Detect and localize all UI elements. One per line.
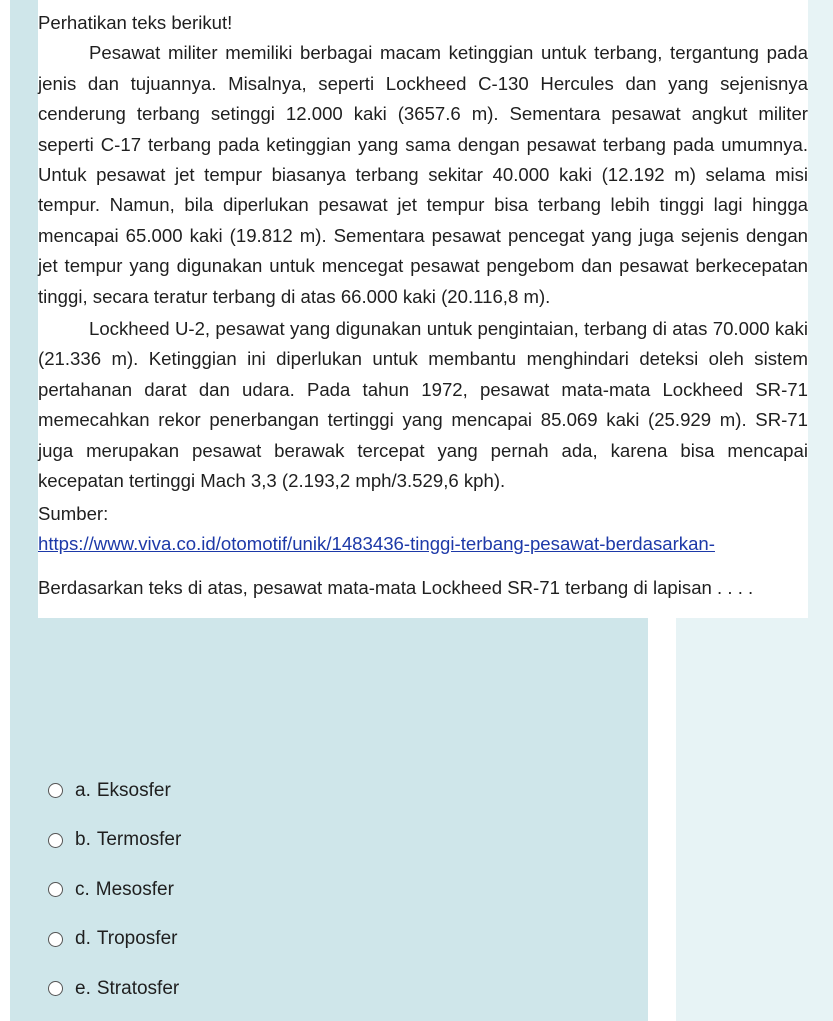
- option-letter: b.: [75, 829, 91, 851]
- option-label: Termosfer: [96, 829, 182, 851]
- source-label: Sumber:: [38, 502, 109, 524]
- option-label: Stratosfer: [96, 977, 180, 999]
- instruction-heading: Perhatikan teks berikut!: [38, 12, 233, 33]
- source-link[interactable]: https://www.viva.co.id/otomotif/unik/1483436-tinggi-terbang-pesawat-berdasarkan-: [38, 532, 715, 554]
- answer-options: [48, 766, 608, 1014]
- option-label: Eksosfer: [96, 779, 171, 801]
- radio-button-a[interactable]: [48, 783, 63, 798]
- option-d[interactable]: [48, 915, 608, 965]
- passage-paragraph-2: Lockheed U-2, pesawat yang digunakan untuk pengintaian, terbang di atas 70.000 kaki (21.336 m). Ketinggian ini diperlukan untuk membantu menghindari deteksi oleh sistem pertahanan darat dan udara. Pada tahun 1972, pesawat mata-mata Lockheed SR-71 memecahkan rekor penerbangan tertinggi yang mencapai 85.069 kaki (25.929 m). SR-71 juga merupakan pesawat berawak tercepat yang pernah ada, karena bisa mencapai kecepatan tertinggi Mach 3,3 (2.193,2 mph/3.529,6 kph).: [38, 318, 808, 492]
- option-letter: a.: [75, 779, 91, 801]
- option-a[interactable]: [48, 766, 608, 816]
- question-text: Berdasarkan teks di atas, pesawat mata-mata Lockheed SR-71 terbang di lapisan . . . .: [38, 577, 754, 599]
- option-b[interactable]: [48, 816, 608, 866]
- radio-button-c[interactable]: [48, 882, 63, 897]
- option-label: Troposfer: [96, 928, 178, 950]
- option-letter: e.: [75, 977, 91, 999]
- option-letter: d.: [75, 928, 91, 950]
- option-e[interactable]: [48, 964, 608, 1014]
- radio-button-e[interactable]: [48, 981, 63, 996]
- option-c[interactable]: [48, 865, 608, 915]
- option-label: Mesosfer: [95, 878, 174, 900]
- passage-paragraph-1: Pesawat militer memiliki berbagai macam ketinggian untuk terbang, tergantung pada jenis dan tujuannya. Misalnya, seperti Lockheed C-130 Hercules dan yang sejenisnya cenderung terbang setinggi 12.000 kaki (3657.6 m). Sementara pesawat angkut militer seperti C-17 terbang pada ketinggian yang sama dengan pesawat terbang pada umumnya. Untuk pesawat jet tempur biasanya terbang sekitar 40.000 kaki (12.192 m) selama misi tempur. Namun, bila diperlukan pesawat jet tempur bisa terbang lebih tinggi lagi hingga mencapai 65.000 kaki (19.812 m). Sementara pesawat pencegat yang juga sejenis dengan jet tempur yang digunakan untuk mencegat pesawat pengebom dan pesawat berkecepatan tinggi, secara teratur terbang di atas 66.000 kaki (20.116,8 m).: [38, 42, 808, 307]
- radio-button-d[interactable]: [48, 932, 63, 947]
- question-card: [38, 0, 808, 618]
- radio-button-b[interactable]: [48, 833, 63, 848]
- option-letter: c.: [75, 878, 90, 900]
